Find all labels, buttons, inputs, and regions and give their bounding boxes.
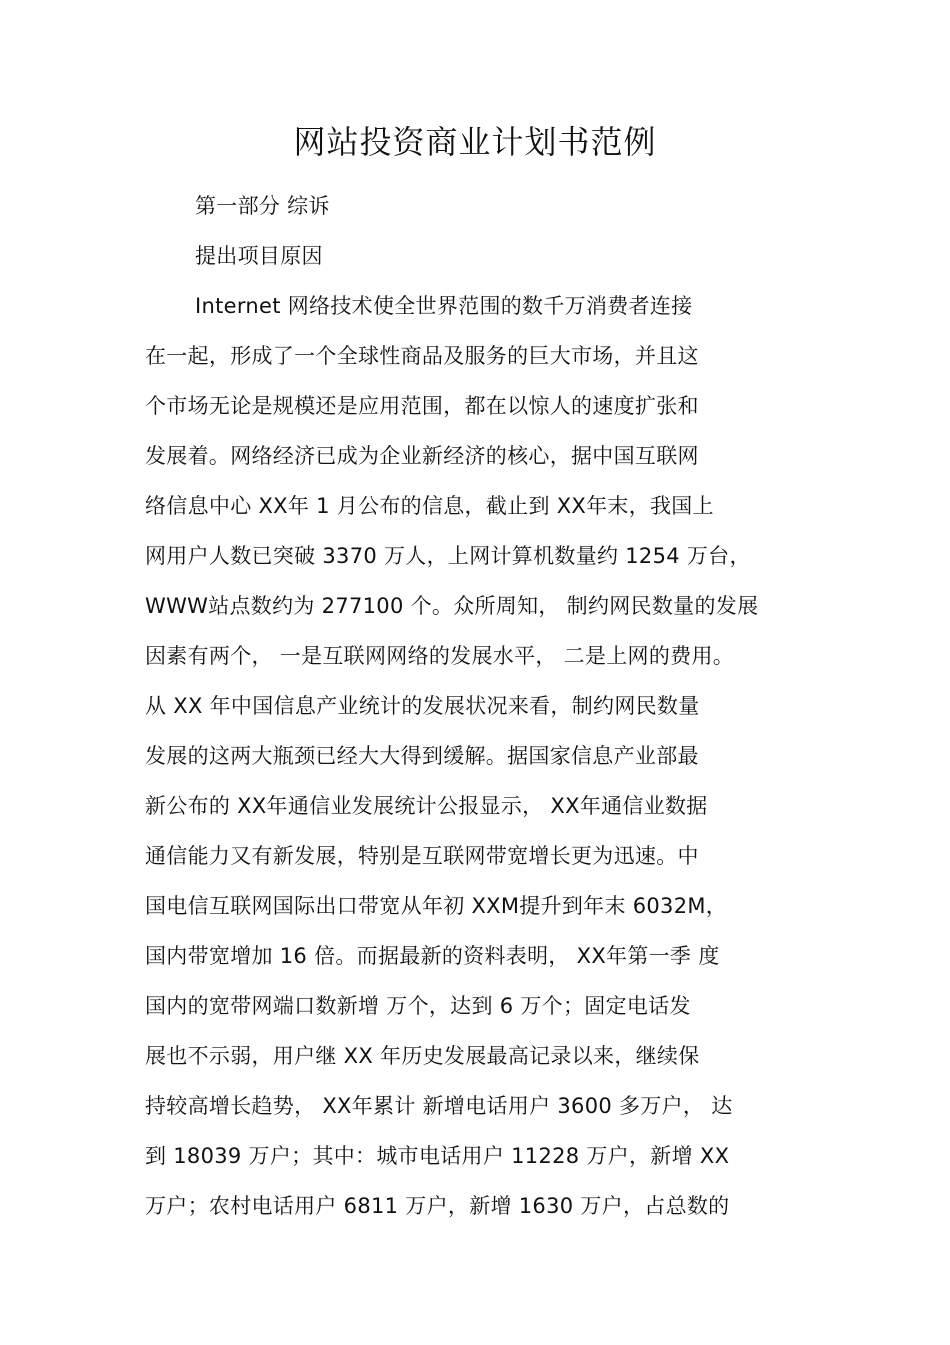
paragraph-line: 持较高增长趋势， XX年累计 新增电话用户 3600 多万户， 达 bbox=[145, 1094, 733, 1118]
paragraph-line: WWW站点数约为 277100 个。众所周知， 制约网民数量的发展 bbox=[145, 594, 759, 618]
paragraph-line: 国电信互联网国际出口带宽从年初 XXM提升到年末 6032M， bbox=[145, 894, 728, 918]
paragraph-line: 国内的宽带网端口数新增 万个，达到 6 万个；固定电话发 bbox=[145, 994, 691, 1018]
paragraph-line: 因素有两个， 一是互联网网络的发展水平， 二是上网的费用。 bbox=[145, 644, 735, 668]
paragraph-line: 从 XX 年中国信息产业统计的发展状况来看，制约网民数量 bbox=[145, 694, 700, 718]
paragraph-line: 网用户人数已突破 3370 万人，上网计算机数量约 1254 万台， bbox=[145, 544, 751, 568]
paragraph-line: 通信能力又有新发展，特别是互联网带宽增长更为迅速。中 bbox=[145, 844, 699, 868]
paragraph-line: 到 18039 万户；其中：城市电话用户 11228 万户，新增 XX bbox=[145, 1144, 730, 1168]
paragraph-line: 络信息中心 XX年 1 月公布的信息，截止到 XX年末，我国上 bbox=[145, 494, 714, 518]
document-title: 网站投资商业计划书范例 bbox=[293, 123, 657, 161]
paragraph-line: 新公布的 XX年通信业发展统计公报显示， XX年通信业数据 bbox=[145, 794, 708, 818]
subheading: 提出项目原因 bbox=[195, 244, 323, 268]
paragraph-line: 万户；农村电话用户 6811 万户，新增 1630 万户，占总数的 bbox=[145, 1194, 730, 1218]
paragraph-line: 发展的这两大瓶颈已经大大得到缓解。据国家信息产业部最 bbox=[145, 744, 699, 768]
paragraph-line: 国内带宽增加 16 倍。而据最新的资料表明， XX年第一季 度 bbox=[145, 944, 720, 968]
paragraph-line: 发展着。网络经济已成为企业新经济的核心，据中国互联网 bbox=[145, 444, 699, 468]
paragraph-line: Internet 网络技术使全世界范围的数千万消费者连接 bbox=[195, 294, 693, 318]
paragraph-line: 个市场无论是规模还是应用范围，都在以惊人的速度扩张和 bbox=[145, 394, 699, 418]
paragraph-line: 在一起，形成了一个全球性商品及服务的巨大市场，并且这 bbox=[145, 344, 699, 368]
section-heading: 第一部分 综诉 bbox=[195, 194, 330, 218]
paragraph-line: 展也不示弱，用户继 XX 年历史发展最高记录以来，继续保 bbox=[145, 1044, 700, 1068]
